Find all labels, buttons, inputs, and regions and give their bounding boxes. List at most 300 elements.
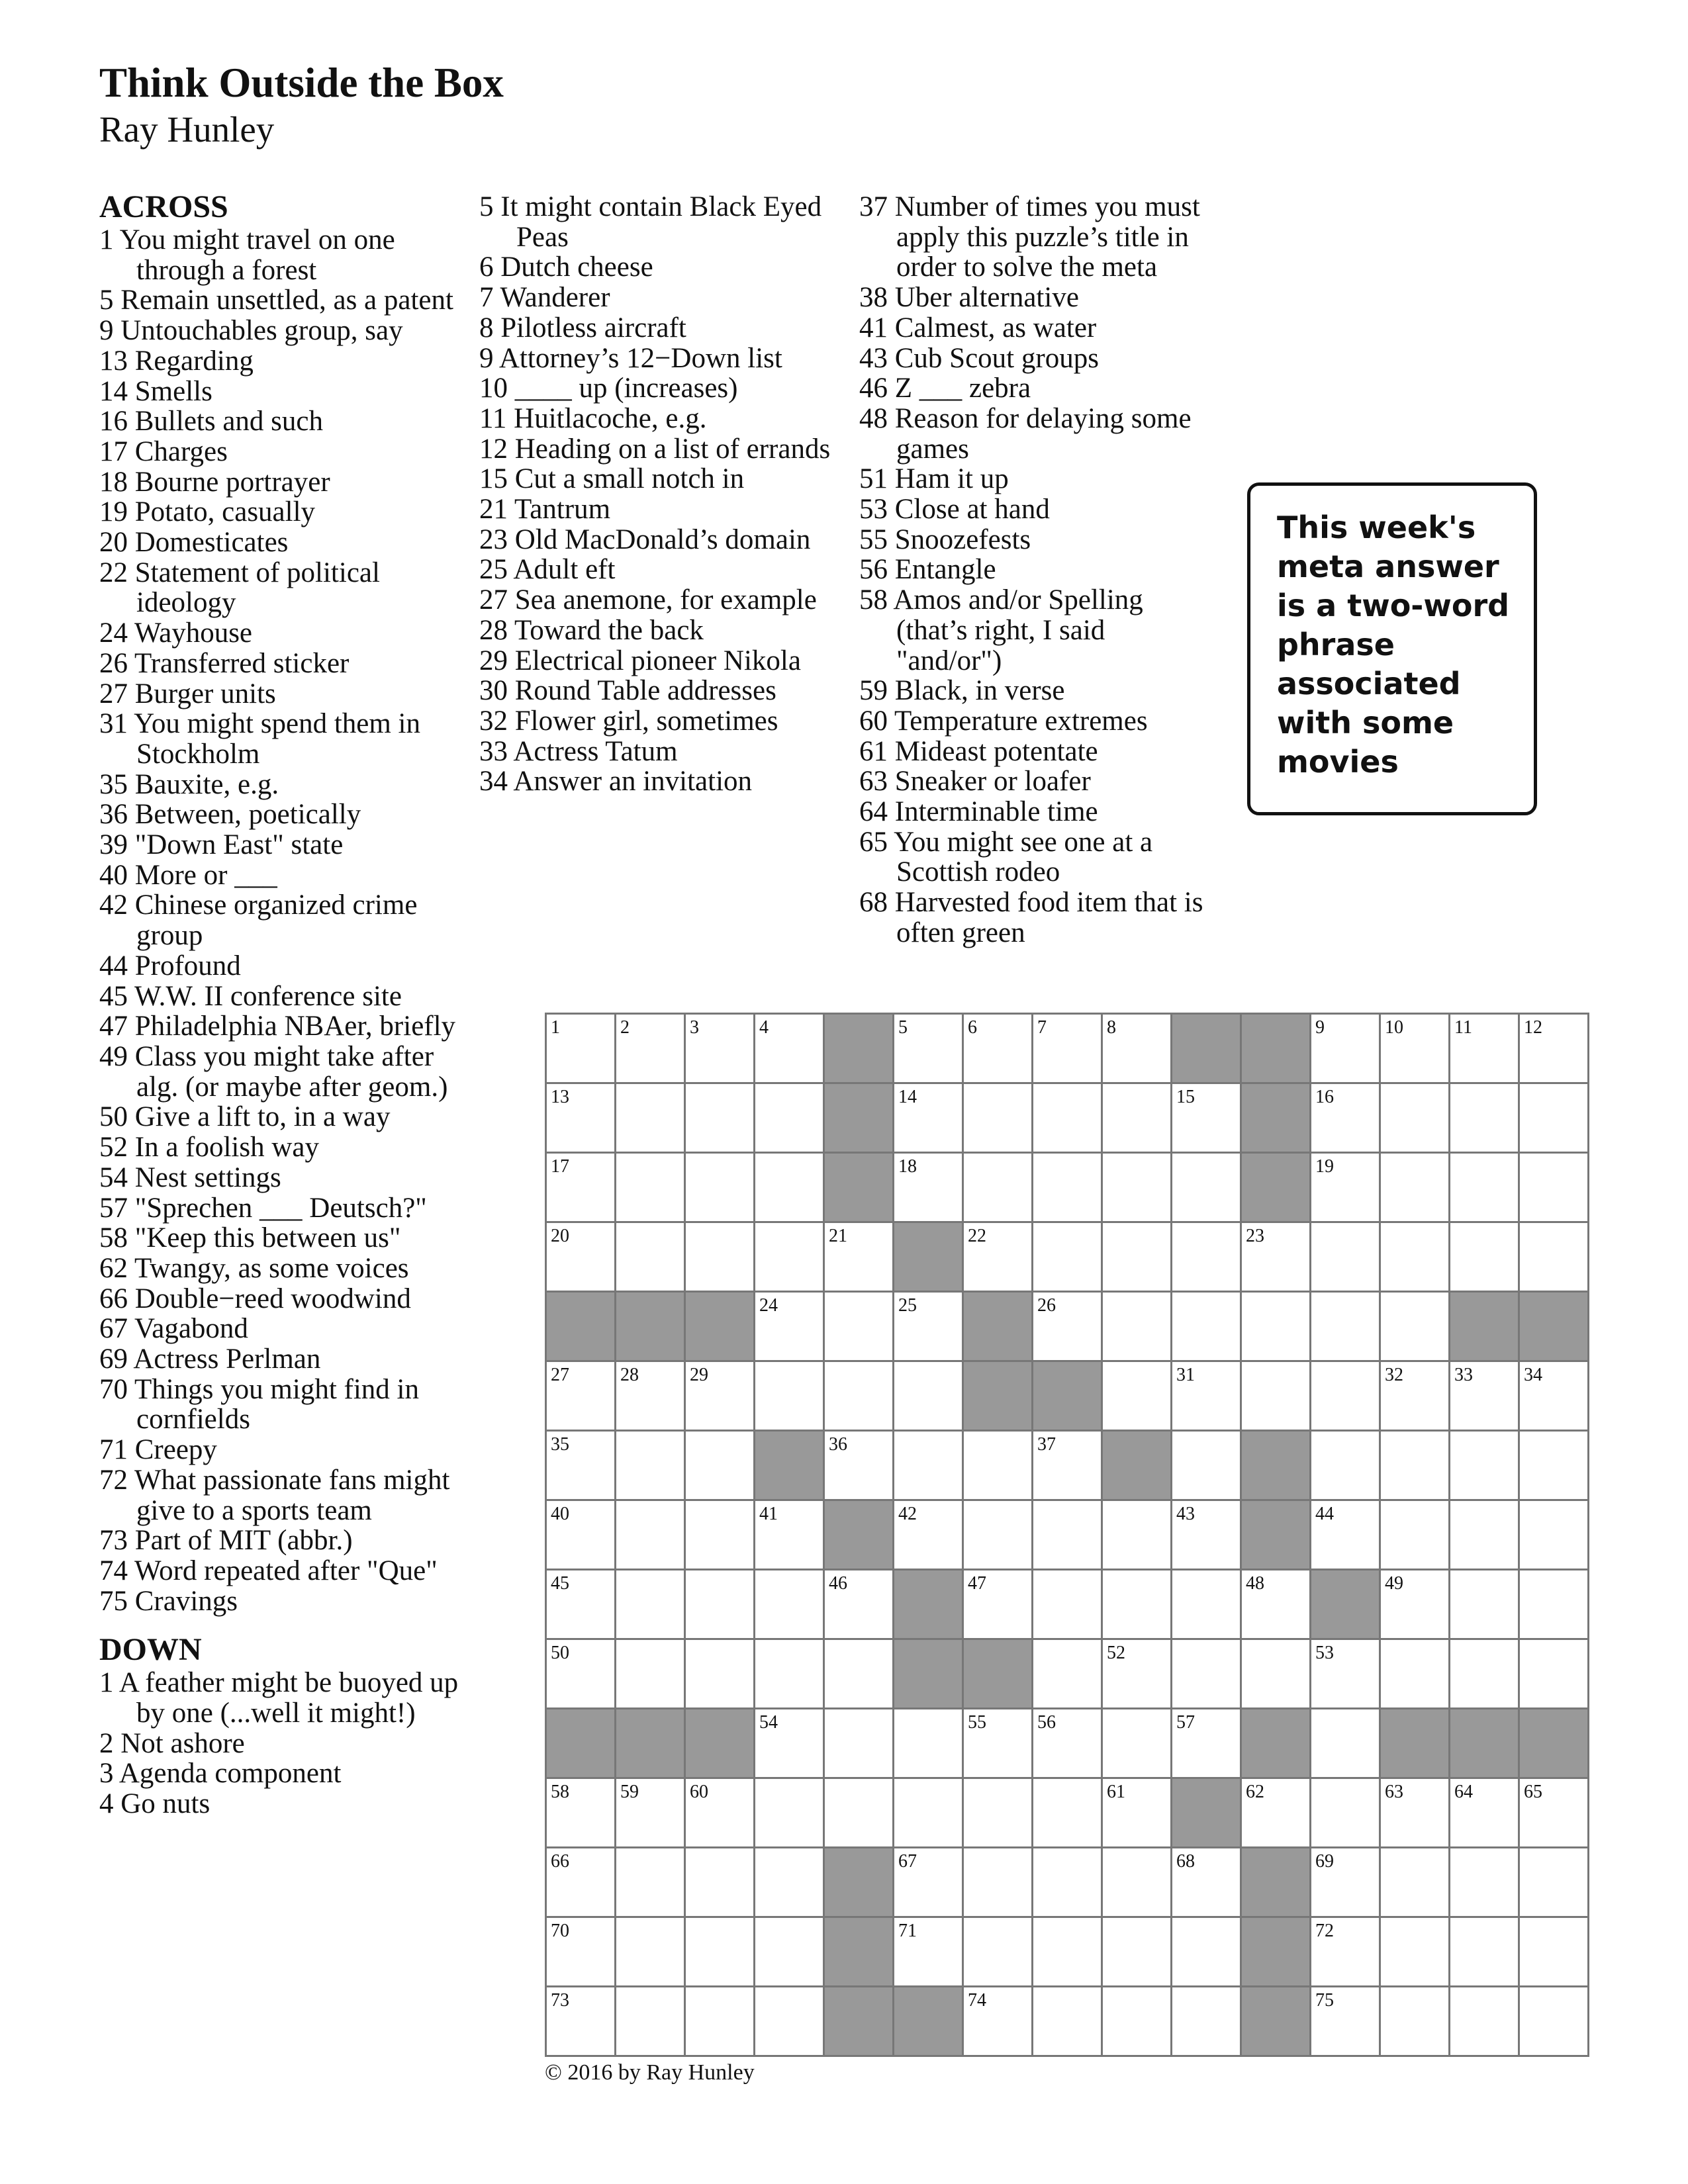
grid-cell[interactable]	[616, 1015, 686, 1084]
grid-cell[interactable]	[1172, 1084, 1242, 1154]
grid-cell[interactable]	[1311, 1084, 1381, 1154]
clue-number: 23	[1246, 1226, 1264, 1246]
across-clue: 47 Philadelphia NBAer, briefly	[99, 1011, 456, 1042]
clue-column-2	[479, 192, 850, 797]
down-clue: 41 Calmest, as water	[859, 312, 1097, 343]
down-clue: 7 Wanderer	[479, 282, 610, 314]
grid-cell[interactable]	[1311, 1223, 1381, 1293]
grid-cell[interactable]	[1381, 1848, 1450, 1918]
grid-cell[interactable]	[1033, 1223, 1103, 1293]
black-square	[1242, 1848, 1311, 1918]
grid-cell[interactable]	[686, 1015, 755, 1084]
grid-cell[interactable]	[1311, 1293, 1381, 1362]
grid-cell[interactable]	[547, 1154, 616, 1223]
grid-cell[interactable]	[1311, 1501, 1381, 1570]
grid-cell[interactable]	[1450, 1501, 1520, 1570]
clue-column-3	[859, 192, 1217, 948]
grid-cell[interactable]	[616, 1987, 686, 2057]
grid-cell[interactable]	[755, 1015, 825, 1084]
grid-cell[interactable]	[686, 1432, 755, 1501]
grid-cell[interactable]	[1450, 1918, 1520, 1987]
grid-cell[interactable]	[825, 1293, 894, 1362]
grid-cell[interactable]	[686, 1640, 755, 1709]
down-clue: 23 Old MacDonald’s domain	[479, 523, 811, 555]
down-clue: 1 A feather might be buoyed up by one (...well it might!)	[99, 1667, 459, 1729]
grid-cell[interactable]	[1172, 1223, 1242, 1293]
clue-number: 12	[1524, 1017, 1542, 1038]
grid-cell[interactable]	[1520, 1015, 1589, 1084]
grid-cell[interactable]	[1311, 1362, 1381, 1432]
grid-cell[interactable]	[1033, 1501, 1103, 1570]
grid-cell[interactable]	[1033, 1987, 1103, 2057]
down-clue: 6 Dutch cheese	[479, 251, 653, 283]
grid-cell[interactable]	[1520, 1362, 1589, 1432]
grid-cell[interactable]	[1103, 1015, 1172, 1084]
clue-number: 27	[551, 1365, 569, 1385]
grid-cell[interactable]	[1520, 1570, 1589, 1640]
grid-cell[interactable]	[616, 1154, 686, 1223]
across-clue: 40 More or ___	[99, 859, 277, 891]
grid-cell[interactable]	[755, 1223, 825, 1293]
grid-cell[interactable]	[1033, 1570, 1103, 1640]
grid-cell[interactable]	[1033, 1918, 1103, 1987]
across-clue: 18 Bourne portrayer	[99, 466, 330, 498]
grid-cell[interactable]	[964, 1084, 1033, 1154]
puzzle-author: Ray Hunley	[99, 109, 275, 150]
grid-cell[interactable]	[1311, 1779, 1381, 1848]
clue-number: 44	[1315, 1504, 1334, 1524]
grid-cell[interactable]	[1103, 1709, 1172, 1779]
grid-cell[interactable]	[547, 1015, 616, 1084]
across-clue: 16 Bullets and such	[99, 406, 323, 437]
grid-cell[interactable]	[1172, 1432, 1242, 1501]
across-clue: 49 Class you might take after alg. (or maybe after geom.)	[99, 1040, 448, 1103]
clue-number: 54	[759, 1712, 778, 1733]
clue-number: 52	[1107, 1643, 1125, 1663]
clue-number: 63	[1385, 1782, 1403, 1802]
grid-cell[interactable]	[894, 1154, 964, 1223]
grid-cell[interactable]	[1311, 1640, 1381, 1709]
clue-number: 37	[1037, 1434, 1056, 1455]
grid-cell[interactable]	[1311, 1015, 1381, 1084]
grid-cell[interactable]	[616, 1362, 686, 1432]
clue-number: 9	[1315, 1017, 1325, 1038]
grid-cell[interactable]	[1242, 1223, 1311, 1293]
black-square	[825, 1848, 894, 1918]
clue-number: 45	[551, 1573, 569, 1594]
grid-cell[interactable]	[1103, 1084, 1172, 1154]
black-square	[894, 1987, 964, 2057]
down-clue: 34 Answer an invitation	[479, 766, 753, 797]
grid-cell[interactable]	[1520, 1154, 1589, 1223]
grid-cell[interactable]	[1381, 1640, 1450, 1709]
clue-number: 6	[968, 1017, 977, 1038]
grid-cell[interactable]	[964, 1015, 1033, 1084]
grid-cell[interactable]	[1520, 1918, 1589, 1987]
grid-cell[interactable]	[1172, 1640, 1242, 1709]
grid-cell[interactable]	[964, 1501, 1033, 1570]
grid-cell[interactable]	[1520, 1501, 1589, 1570]
grid-cell[interactable]	[1450, 1084, 1520, 1154]
grid-cell[interactable]	[964, 1848, 1033, 1918]
black-square	[825, 1015, 894, 1084]
grid-cell[interactable]	[616, 1640, 686, 1709]
grid-cell[interactable]	[1450, 1848, 1520, 1918]
down-clue: 48 Reason for delaying some games	[859, 402, 1192, 465]
grid-cell[interactable]	[1103, 1918, 1172, 1987]
grid-cell[interactable]	[1520, 1084, 1589, 1154]
down-clue: 9 Attorney’s 12−Down list	[479, 342, 782, 374]
clue-column-1	[99, 189, 470, 1820]
grid-cell[interactable]	[894, 1084, 964, 1154]
grid-cell[interactable]	[1172, 1501, 1242, 1570]
across-clue: 75 Cravings	[99, 1585, 238, 1617]
grid-cell[interactable]	[1103, 1501, 1172, 1570]
grid-cell[interactable]	[1450, 1223, 1520, 1293]
clue-number: 71	[898, 1921, 917, 1941]
clue-number: 7	[1037, 1017, 1047, 1038]
down-clue: 29 Electrical pioneer Nikola	[479, 645, 801, 676]
grid-cell[interactable]	[1103, 1848, 1172, 1918]
grid-cell[interactable]	[755, 1848, 825, 1918]
grid-cell[interactable]	[547, 1918, 616, 1987]
grid-cell[interactable]	[755, 1362, 825, 1432]
grid-cell[interactable]	[964, 1779, 1033, 1848]
clue-number: 25	[898, 1295, 917, 1316]
grid-cell[interactable]	[964, 1987, 1033, 2057]
grid-cell[interactable]	[1450, 1987, 1520, 2057]
clue-number: 11	[1454, 1017, 1472, 1038]
grid-cell[interactable]	[686, 1154, 755, 1223]
grid-cell[interactable]	[547, 1084, 616, 1154]
grid-cell[interactable]	[1450, 1015, 1520, 1084]
grid-cell[interactable]	[1450, 1362, 1520, 1432]
down-clue: 28 Toward the back	[479, 614, 704, 646]
grid-cell[interactable]	[547, 1501, 616, 1570]
black-square	[894, 1223, 964, 1293]
clue-number: 62	[1246, 1782, 1264, 1802]
black-square	[1103, 1432, 1172, 1501]
grid-cell[interactable]	[616, 1779, 686, 1848]
clue-number: 67	[898, 1851, 917, 1872]
grid-cell[interactable]	[1311, 1709, 1381, 1779]
clue-number: 61	[1107, 1782, 1125, 1802]
clue-number: 29	[690, 1365, 708, 1385]
grid-cell[interactable]	[1242, 1640, 1311, 1709]
down-clue: 11 Huitlacoche, e.g.	[479, 402, 707, 434]
clue-number: 40	[551, 1504, 569, 1524]
across-clue: 54 Nest settings	[99, 1161, 281, 1193]
clue-number: 17	[551, 1156, 569, 1177]
black-square	[894, 1570, 964, 1640]
grid-cell[interactable]	[1381, 1501, 1450, 1570]
clue-number: 60	[690, 1782, 708, 1802]
grid-cell[interactable]	[686, 1362, 755, 1432]
grid-cell[interactable]	[1103, 1570, 1172, 1640]
grid-cell[interactable]	[686, 1987, 755, 2057]
grid-cell[interactable]	[616, 1084, 686, 1154]
clue-number: 26	[1037, 1295, 1056, 1316]
grid-cell[interactable]	[825, 1709, 894, 1779]
grid-cell[interactable]	[825, 1223, 894, 1293]
grid-cell[interactable]	[686, 1084, 755, 1154]
grid-cell[interactable]	[1311, 1848, 1381, 1918]
grid-cell[interactable]	[1381, 1154, 1450, 1223]
across-clue: 14 Smells	[99, 375, 212, 407]
clue-number: 56	[1037, 1712, 1056, 1733]
grid-cell[interactable]	[1381, 1362, 1450, 1432]
grid-cell[interactable]	[1450, 1570, 1520, 1640]
grid-cell[interactable]	[1172, 1918, 1242, 1987]
grid-cell[interactable]	[894, 1501, 964, 1570]
down-clue: 4 Go nuts	[99, 1788, 211, 1820]
grid-cell[interactable]	[755, 1154, 825, 1223]
grid-cell[interactable]	[894, 1015, 964, 1084]
grid-cell[interactable]	[1242, 1293, 1311, 1362]
black-square	[616, 1709, 686, 1779]
grid-cell[interactable]	[1172, 1154, 1242, 1223]
across-clue: 74 Word repeated after "Que"	[99, 1555, 438, 1586]
across-clue: 42 Chinese organized crime group	[99, 889, 418, 952]
grid-cell[interactable]	[616, 1223, 686, 1293]
grid-cell[interactable]	[755, 1570, 825, 1640]
black-square	[1172, 1779, 1242, 1848]
grid-cell[interactable]	[1103, 1640, 1172, 1709]
grid-cell[interactable]	[547, 1432, 616, 1501]
grid-cell[interactable]	[1033, 1432, 1103, 1501]
grid-cell[interactable]	[1033, 1779, 1103, 1848]
down-clue: 12 Heading on a list of errands	[479, 433, 831, 465]
down-heading: DOWN	[99, 1632, 202, 1668]
grid-cell[interactable]	[894, 1362, 964, 1432]
black-square	[616, 1293, 686, 1362]
grid-cell[interactable]	[964, 1709, 1033, 1779]
grid-cell[interactable]	[964, 1432, 1033, 1501]
clue-number: 49	[1385, 1573, 1403, 1594]
grid-cell[interactable]	[1381, 1293, 1450, 1362]
grid-cell[interactable]	[755, 1084, 825, 1154]
down-clue: 53 Close at hand	[859, 494, 1050, 525]
grid-cell[interactable]	[1103, 1154, 1172, 1223]
grid-cell[interactable]	[1520, 1223, 1589, 1293]
black-square	[1242, 1154, 1311, 1223]
grid-cell[interactable]	[1311, 1432, 1381, 1501]
grid-cell[interactable]	[1520, 1987, 1589, 2057]
black-square	[755, 1432, 825, 1501]
clue-number: 4	[759, 1017, 769, 1038]
clue-number: 21	[829, 1226, 847, 1246]
across-clue: 58 "Keep this between us"	[99, 1222, 401, 1254]
grid-cell[interactable]	[1172, 1987, 1242, 2057]
grid-cell[interactable]	[1450, 1640, 1520, 1709]
grid-cell[interactable]	[1520, 1432, 1589, 1501]
grid-cell[interactable]	[964, 1223, 1033, 1293]
clue-number: 22	[968, 1226, 986, 1246]
grid-cell[interactable]	[686, 1501, 755, 1570]
grid-cell[interactable]	[1103, 1987, 1172, 2057]
clue-number: 42	[898, 1504, 917, 1524]
black-square	[1242, 1501, 1311, 1570]
clue-number: 58	[551, 1782, 569, 1802]
grid-cell[interactable]	[686, 1848, 755, 1918]
grid-cell[interactable]	[894, 1709, 964, 1779]
grid-cell[interactable]	[1381, 1084, 1450, 1154]
grid-cell[interactable]	[1242, 1779, 1311, 1848]
grid-cell[interactable]	[825, 1432, 894, 1501]
grid-cell[interactable]	[755, 1293, 825, 1362]
grid-cell[interactable]	[616, 1570, 686, 1640]
down-clue: 8 Pilotless aircraft	[479, 312, 686, 343]
clue-number: 32	[1385, 1365, 1403, 1385]
grid-cell[interactable]	[1103, 1779, 1172, 1848]
black-square	[686, 1709, 755, 1779]
grid-cell[interactable]	[1172, 1570, 1242, 1640]
grid-cell[interactable]	[755, 1918, 825, 1987]
grid-cell[interactable]	[547, 1570, 616, 1640]
grid-cell[interactable]	[547, 1779, 616, 1848]
black-square	[1242, 1015, 1311, 1084]
grid-cell[interactable]	[1450, 1432, 1520, 1501]
grid-cell[interactable]	[1311, 1918, 1381, 1987]
clue-number: 57	[1176, 1712, 1195, 1733]
grid-cell[interactable]	[1381, 1223, 1450, 1293]
grid-cell[interactable]	[686, 1570, 755, 1640]
grid-cell[interactable]	[547, 1640, 616, 1709]
across-clue: 19 Potato, casually	[99, 496, 316, 528]
grid-cell[interactable]	[686, 1918, 755, 1987]
grid-cell[interactable]	[616, 1918, 686, 1987]
copyright-notice: © 2016 by Ray Hunley	[545, 2060, 755, 2085]
down-clue: 55 Snoozefests	[859, 523, 1031, 555]
black-square	[1033, 1362, 1103, 1432]
grid-cell[interactable]	[964, 1918, 1033, 1987]
black-square	[825, 1154, 894, 1223]
grid-cell[interactable]	[1381, 1779, 1450, 1848]
grid-cell[interactable]	[616, 1848, 686, 1918]
black-square	[686, 1293, 755, 1362]
grid-cell[interactable]	[755, 1709, 825, 1779]
grid-cell[interactable]	[1033, 1154, 1103, 1223]
grid-cell[interactable]	[1311, 1987, 1381, 2057]
grid-cell[interactable]	[547, 1987, 616, 2057]
clue-number: 2	[620, 1017, 630, 1038]
clue-number: 65	[1524, 1782, 1542, 1802]
black-square	[964, 1362, 1033, 1432]
black-square	[1450, 1709, 1520, 1779]
down-clue: 5 It might contain Black Eyed Peas	[479, 191, 822, 253]
grid-cell[interactable]	[1172, 1709, 1242, 1779]
grid-cell[interactable]	[894, 1918, 964, 1987]
grid-cell[interactable]	[686, 1223, 755, 1293]
grid-cell[interactable]	[1172, 1362, 1242, 1432]
clue-number: 15	[1176, 1087, 1195, 1107]
grid-cell[interactable]	[547, 1223, 616, 1293]
grid-cell[interactable]	[547, 1848, 616, 1918]
grid-cell[interactable]	[825, 1779, 894, 1848]
down-clue: 60 Temperature extremes	[859, 705, 1148, 737]
grid-cell[interactable]	[1311, 1154, 1381, 1223]
across-clue: 5 Remain unsettled, as a patent	[99, 285, 453, 316]
grid-cell[interactable]	[825, 1640, 894, 1709]
across-clue: 17 Charges	[99, 435, 228, 467]
grid-cell[interactable]	[894, 1293, 964, 1362]
grid-cell[interactable]	[755, 1640, 825, 1709]
puzzle-title: Think Outside the Box	[99, 60, 504, 106]
clue-number: 74	[968, 1990, 986, 2011]
grid-cell[interactable]	[1381, 1432, 1450, 1501]
grid-cell[interactable]	[1520, 1779, 1589, 1848]
grid-cell[interactable]	[894, 1432, 964, 1501]
clue-number: 5	[898, 1017, 908, 1038]
black-square	[825, 1501, 894, 1570]
grid-cell[interactable]	[1103, 1362, 1172, 1432]
grid-cell[interactable]	[1033, 1848, 1103, 1918]
grid-cell[interactable]	[964, 1154, 1033, 1223]
grid-cell[interactable]	[964, 1570, 1033, 1640]
grid-cell[interactable]	[1172, 1293, 1242, 1362]
down-clue: 3 Agenda component	[99, 1758, 342, 1790]
grid-cell[interactable]	[894, 1779, 964, 1848]
grid-cell[interactable]	[755, 1779, 825, 1848]
across-clue: 1 You might travel on one through a forest	[99, 224, 395, 286]
grid-cell[interactable]	[825, 1570, 894, 1640]
grid-cell[interactable]	[1033, 1084, 1103, 1154]
grid-cell[interactable]	[1520, 1640, 1589, 1709]
black-square	[1242, 1709, 1311, 1779]
down-clue: 33 Actress Tatum	[479, 735, 678, 767]
grid-cell[interactable]	[616, 1432, 686, 1501]
clue-number: 69	[1315, 1851, 1334, 1872]
clue-number: 35	[551, 1434, 569, 1455]
grid-cell[interactable]	[894, 1848, 964, 1918]
grid-cell[interactable]	[1172, 1848, 1242, 1918]
clue-number: 31	[1176, 1365, 1195, 1385]
clue-number: 43	[1176, 1504, 1195, 1524]
grid-cell[interactable]	[825, 1362, 894, 1432]
grid-cell[interactable]	[1381, 1570, 1450, 1640]
across-clue: 27 Burger units	[99, 678, 276, 709]
grid-cell[interactable]	[1520, 1848, 1589, 1918]
grid-cell[interactable]	[1033, 1640, 1103, 1709]
black-square	[1450, 1293, 1520, 1362]
grid-cell[interactable]	[1103, 1223, 1172, 1293]
grid-cell[interactable]	[547, 1362, 616, 1432]
grid-cell[interactable]	[686, 1779, 755, 1848]
black-square	[825, 1084, 894, 1154]
grid-cell[interactable]	[1381, 1987, 1450, 2057]
grid-cell[interactable]	[1381, 1918, 1450, 1987]
grid-cell[interactable]	[755, 1987, 825, 2057]
clue-number: 1	[551, 1017, 560, 1038]
grid-cell[interactable]	[1450, 1779, 1520, 1848]
grid-cell[interactable]	[1242, 1362, 1311, 1432]
grid-cell[interactable]	[1381, 1015, 1450, 1084]
grid-cell[interactable]	[616, 1501, 686, 1570]
grid-cell[interactable]	[1033, 1709, 1103, 1779]
grid-cell[interactable]	[1450, 1154, 1520, 1223]
down-clue: 38 Uber alternative	[859, 282, 1079, 314]
clue-number: 66	[551, 1851, 569, 1872]
grid-cell[interactable]	[1033, 1015, 1103, 1084]
across-clue: 66 Double−reed woodwind	[99, 1283, 411, 1314]
grid-cell[interactable]	[1033, 1293, 1103, 1362]
grid-cell[interactable]	[1103, 1293, 1172, 1362]
crossword-grid	[545, 1013, 1589, 2057]
grid-cell[interactable]	[1242, 1570, 1311, 1640]
black-square	[825, 1987, 894, 2057]
across-heading: ACROSS	[99, 189, 228, 224]
grid-cell[interactable]	[755, 1501, 825, 1570]
